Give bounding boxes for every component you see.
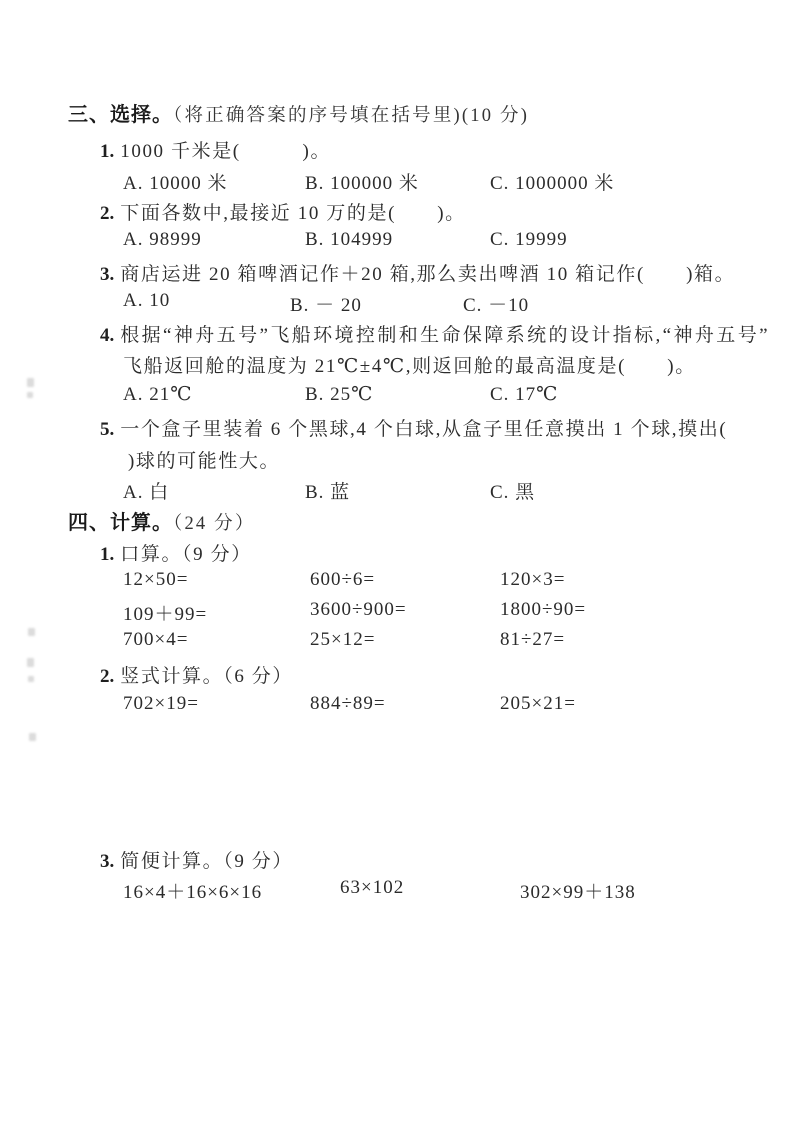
subsection-1-title: 口算。（9 分） (120, 544, 252, 565)
question-1-options (123, 168, 614, 195)
question-1 (100, 136, 331, 163)
question-2-text: 下面各数中,最接近 10 万的是( )。 (120, 203, 466, 224)
section3-subtitle: （将正确答案的序号填在括号里)(10 分) (173, 106, 530, 126)
vertical-calc-row (123, 693, 576, 715)
math-expression: 702×19= (123, 693, 199, 714)
option-a: A. 白 (123, 482, 170, 503)
math-expression: 120×3= (500, 569, 566, 590)
subsection-2-number: 2. (100, 666, 115, 687)
option-a: A. 10000 米 (123, 173, 228, 194)
math-expression: 3600÷900= (310, 599, 407, 620)
question-3-options (123, 290, 529, 317)
section4-heading (68, 506, 256, 535)
question-4-options (123, 383, 558, 406)
option-a: A. 21℃ (123, 384, 193, 405)
question-4-number: 4. (100, 325, 115, 346)
question-3-text: 商店运进 20 箱啤酒记作＋20 箱,那么卖出啤酒 10 箱记作( )箱。 (120, 264, 736, 285)
section4-title: 四、计算。 (68, 512, 173, 534)
option-c: C. 17℃ (490, 384, 559, 405)
question-5-number: 5. (100, 419, 115, 440)
subsection-oral-calc (100, 539, 252, 566)
math-expression: 81÷27= (500, 629, 566, 650)
scan-artifact (27, 378, 34, 387)
math-expression: 600÷6= (310, 569, 376, 590)
question-4-line2 (123, 351, 696, 378)
question-4 (100, 320, 770, 347)
scan-artifact (27, 392, 33, 398)
question-5-text-line2: )球的可能性大。 (128, 451, 281, 472)
question-4-text-line2: 飞船返回舱的温度为 21℃±4℃,则返回舱的最高温度是( )。 (123, 356, 696, 377)
math-expression: 25×12= (310, 629, 376, 650)
section4-subtitle: （24 分） (173, 514, 256, 534)
subsection-2-title: 竖式计算。（6 分） (120, 666, 294, 687)
math-expression: 205×21= (500, 693, 576, 714)
scan-artifact (29, 733, 36, 741)
question-2-options (123, 229, 568, 251)
question-5-line2 (128, 446, 280, 473)
oral-calc-row-1 (123, 569, 565, 591)
question-2 (100, 198, 466, 225)
question-2-number: 2. (100, 203, 115, 224)
option-b: B. － 20 (290, 295, 362, 316)
section3-heading (68, 98, 529, 127)
subsection-1-number: 1. (100, 544, 115, 565)
subsection-3-title: 简便计算。（9 分） (120, 851, 294, 872)
option-c: C. －10 (463, 295, 530, 316)
question-3-number: 3. (100, 264, 115, 285)
math-expression: 700×4= (123, 629, 189, 650)
subsection-simplified-calc (100, 846, 293, 873)
option-b: B. 蓝 (305, 482, 351, 503)
question-5 (100, 414, 727, 441)
option-a: A. 10 (123, 290, 171, 311)
option-a: A. 98999 (123, 229, 202, 250)
math-expression: 1800÷90= (500, 599, 587, 620)
oral-calc-row-2 (123, 599, 586, 626)
scan-artifact (27, 658, 34, 667)
option-b: B. 25℃ (305, 384, 374, 405)
option-c: C. 1000000 米 (490, 173, 615, 194)
math-expression: 109＋99= (123, 604, 208, 625)
math-expression: 16×4＋16×6×16 (123, 882, 263, 903)
math-expression: 302×99＋138 (520, 882, 636, 903)
question-1-number: 1. (100, 141, 115, 162)
math-expression: 884÷89= (310, 693, 386, 714)
option-c: C. 19999 (490, 229, 568, 250)
option-c: C. 黑 (490, 482, 536, 503)
question-1-text: 1000 千米是( )。 (120, 141, 332, 162)
scan-artifact (28, 628, 35, 636)
question-5-text-line1: 一个盒子里装着 6 个黑球,4 个白球,从盒子里任意摸出 1 个球,摸出( (120, 419, 728, 440)
question-4-text-line1: 根据“神舟五号”飞船环境控制和生命保障系统的设计指标,“神舟五号” (120, 325, 770, 346)
question-3 (100, 259, 735, 286)
question-5-options (123, 477, 535, 504)
scan-artifact (28, 676, 34, 682)
math-expression: 12×50= (123, 569, 189, 590)
option-b: B. 100000 米 (305, 173, 419, 194)
subsection-vertical-calc (100, 661, 293, 688)
subsection-3-number: 3. (100, 851, 115, 872)
oral-calc-row-3 (123, 629, 565, 651)
simplified-calc-row (123, 877, 636, 904)
section3-title: 三、选择。 (68, 104, 173, 126)
math-expression: 63×102 (340, 877, 405, 898)
option-b: B. 104999 (305, 229, 394, 250)
